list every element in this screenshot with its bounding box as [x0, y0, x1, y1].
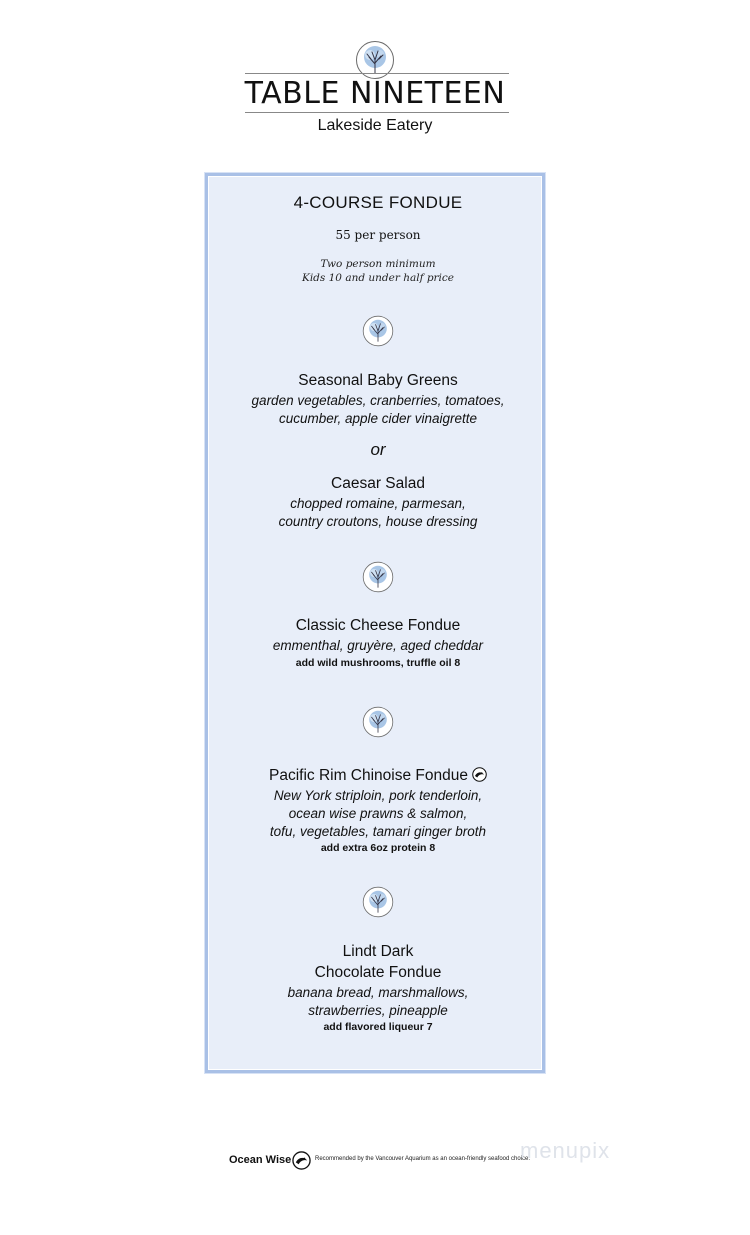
ocean-wise-note: Recommended by the Vancouver Aquarium as an ocean-friendly seafood choice.: [315, 1156, 531, 1162]
dish-name: Lindt Dark: [342, 943, 414, 960]
tree-divider-icon: [362, 315, 394, 347]
menu-note: Kids 10 and under half price: [301, 272, 455, 284]
menu-panel: [205, 173, 545, 1073]
ocean-wise-icon: [472, 767, 487, 782]
dish-name: Caesar Salad: [331, 475, 425, 492]
header-top-rule: [245, 73, 509, 74]
dish-description: country croutons, house dressing: [278, 514, 478, 529]
dish-description: emmenthal, gruyère, aged cheddar: [272, 638, 484, 653]
dish-description: garden vegetables, cranberries, tomatoes,: [251, 393, 505, 408]
tree-divider-icon: [362, 886, 394, 918]
dish-addon: add extra 6oz protein 8: [320, 842, 436, 854]
restaurant-name: TABLE NINETEEN: [244, 76, 506, 111]
dish-name: Chocolate Fondue: [314, 964, 442, 981]
dish-description: New York striploin, pork tenderloin,: [273, 788, 483, 803]
dish-name-row: [208, 767, 548, 785]
dish-name: Pacific Rim Chinoise Fondue: [268, 767, 468, 784]
dish-description: banana bread, marshmallows,: [287, 985, 469, 1000]
tree-icon: [355, 40, 395, 80]
ocean-wise-label: Ocean Wise: [229, 1154, 292, 1166]
dish-description: strawberries, pineapple: [308, 1003, 448, 1018]
watermark: menupix: [520, 1138, 611, 1163]
header-bottom-rule: [245, 112, 509, 113]
menu-title: 4-COURSE FONDUE: [293, 193, 463, 212]
tree-divider-icon: [362, 561, 394, 593]
dish-description: chopped romaine, parmesan,: [290, 496, 466, 511]
dish-description: ocean wise prawns & salmon,: [288, 806, 468, 821]
dish-name: Seasonal Baby Greens: [298, 372, 458, 389]
dish-description: cucumber, apple cider vinaigrette: [278, 411, 478, 426]
restaurant-tagline: Lakeside Eatery: [317, 117, 433, 134]
menu-price: 55 per person: [335, 228, 421, 242]
or-separator: or: [370, 440, 386, 459]
ocean-wise-logo-icon: [292, 1151, 311, 1170]
menu-note: Two person minimum: [320, 258, 436, 270]
dish-description: tofu, vegetables, tamari ginger broth: [269, 824, 487, 839]
tree-divider-icon: [362, 706, 394, 738]
dish-name: Classic Cheese Fondue: [295, 617, 461, 634]
dish-addon: add flavored liqueur 7: [323, 1021, 433, 1033]
dish-addon: add wild mushrooms, truffle oil 8: [295, 657, 461, 669]
